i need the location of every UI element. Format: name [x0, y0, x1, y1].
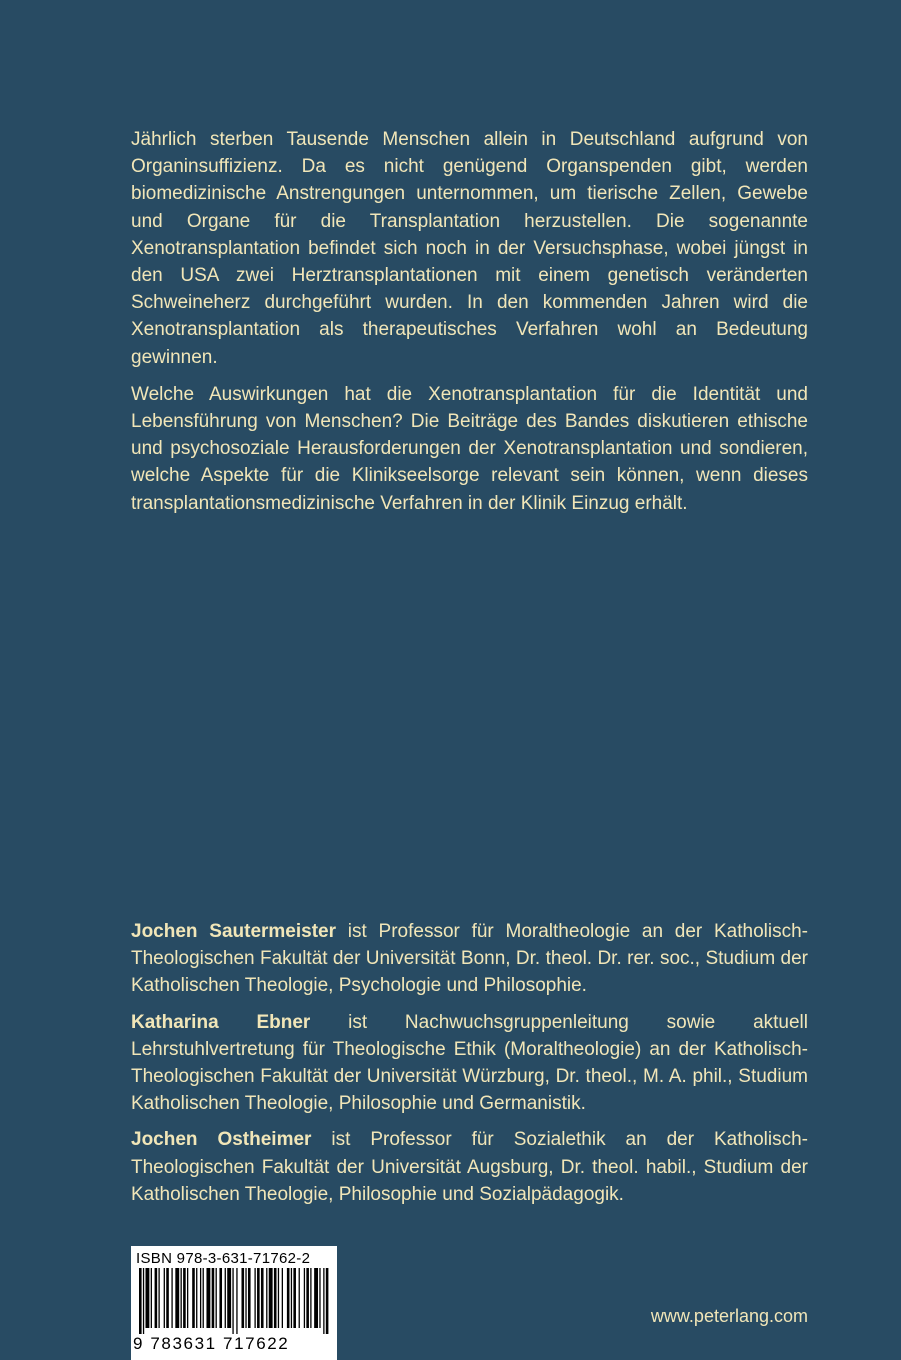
author-name: Katharina Ebner: [131, 1011, 311, 1033]
barcode-bar: [227, 1268, 231, 1328]
barcode-bar: [145, 1268, 149, 1328]
barcode-bar: [192, 1268, 195, 1328]
barcode-bar: [225, 1268, 226, 1328]
barcode-image: [139, 1268, 331, 1334]
barcode-bar: [291, 1268, 292, 1328]
author-description: ist Professor für Sozialethik an der Katholisch-Theologischen Fakultät der Universität Augsburg, Dr. theol. habil., Studium der Katholischen Theologie, Philosophie und Sozialpädagogik.: [131, 1129, 808, 1205]
author-bio: [131, 918, 808, 1000]
barcode-bar: [196, 1268, 197, 1328]
barcode-bar: [241, 1268, 244, 1328]
barcode-bar: [269, 1268, 273, 1328]
barcode-bar: [143, 1268, 144, 1334]
barcode-bar: [216, 1268, 217, 1328]
barcode-bar: [183, 1268, 186, 1328]
barcode-bar: [299, 1268, 300, 1328]
barcode-bar: [175, 1268, 179, 1328]
barcode-bar: [319, 1268, 320, 1328]
barcode-bar: [293, 1268, 296, 1328]
barcode-bar: [278, 1268, 279, 1328]
author-bio: [131, 1126, 808, 1208]
isbn-barcode-box: [131, 1246, 337, 1360]
barcode-bar: [139, 1268, 142, 1334]
blurb-paragraph-1: Jährlich sterben Tausende Menschen allein in Deutschland aufgrund von Organinsuffizienz. Da es nicht genügend Organspenden gibt, werden biomedizinische Anstrengungen unternommen, um tierische Zellen, Gewebe und Organe für die Transplantation herzustellen. Die sogenannte Xenotransplantation befindet sich noch in der Versuchsphase, wobei jüngst in den USA zwei Herztransplantationen mit einem genetisch veränderten Schweineherz durchgeführt wurden. In den kommenden Jahren wird die Xenotransplantation als therapeutisches Verfahren wohl an Bedeutung gewinnen.: [131, 129, 808, 368]
barcode-bar: [257, 1268, 260, 1328]
barcode-bar: [326, 1268, 329, 1334]
barcode-digits: 9 783631 717622: [133, 1334, 290, 1353]
author-name: Jochen Sautermeister: [131, 921, 337, 942]
barcode-bar: [306, 1268, 309, 1328]
barcode-bar: [274, 1268, 277, 1328]
barcode-bar: [212, 1268, 215, 1328]
blurb-paragraph-2: Welche Auswirkungen hat die Xenotransplantation für die Identität und Lebensführung von Menschen? Die Beiträge des Bandes diskutieren ethische und psychosoziale Herausforderungen der Xenotransplantation und sondieren, welche Aspekte für die Klinikseelsorge relevant sein können, wenn dieses transplantationsmedizinische Verfahren in der Klinik Einzug erhält.: [131, 383, 808, 514]
barcode-bar: [181, 1268, 182, 1328]
barcode-bar: [245, 1268, 246, 1328]
barcode-bar: [158, 1268, 159, 1328]
barcode-bar: [236, 1268, 237, 1334]
author-bios: [131, 918, 808, 1217]
barcode-bar: [261, 1268, 264, 1328]
barcode-bar: [164, 1268, 165, 1328]
barcode-bar: [203, 1268, 204, 1328]
blurb-text: [131, 126, 808, 527]
barcode-bar: [171, 1268, 172, 1328]
barcode-bar: [155, 1268, 158, 1328]
author-bio: [131, 1009, 808, 1118]
barcode-bar: [206, 1268, 210, 1328]
barcode-bar: [310, 1268, 311, 1328]
barcode-bar: [323, 1268, 324, 1334]
author-description: ist Professor für Moraltheologie an der Katholisch-Theologischen Fakultät der Universität Bonn, Dr. theol. Dr. rer. soc., Studium der Katholischen Theologie, Psychologie und Philosophie.: [131, 921, 808, 997]
author-description: ist Nachwuchsgruppenleitung sowie aktuell Lehrstuhlvertretung für Theologische Ethik (Moraltheologie) an der Katholisch-Theologischen Fakultät der Universität Würzburg, Dr. theol., M. A. phil., Studium Katholischen Theologie, Philosophie und Germanistik.: [131, 1011, 808, 1115]
barcode-bar: [314, 1268, 318, 1328]
barcode-bar: [248, 1268, 251, 1328]
barcode-bar: [219, 1268, 222, 1328]
barcode-bar: [304, 1268, 305, 1328]
barcode-bar: [287, 1268, 290, 1328]
publisher-website: www.peterlang.com: [650, 1306, 808, 1326]
barcode-bar: [166, 1268, 169, 1328]
barcode-bar: [187, 1268, 188, 1328]
barcode-bar: [200, 1268, 201, 1328]
isbn-label: ISBN 978-3-631-71762-2: [136, 1250, 311, 1267]
barcode-bar: [254, 1268, 255, 1328]
barcode-bar: [232, 1268, 233, 1334]
barcode-bar: [151, 1268, 152, 1328]
author-name: Jochen Ostheimer: [131, 1129, 312, 1151]
barcode-bar: [266, 1268, 267, 1328]
barcode-bar: [282, 1268, 283, 1328]
